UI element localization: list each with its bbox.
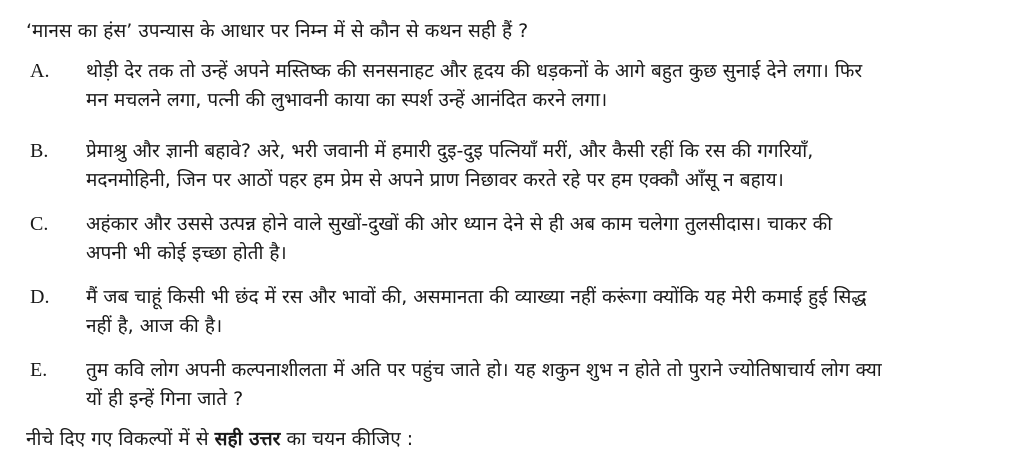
option-line: तुम कवि लोग अपनी कल्पनाशीलता में अति पर पहुंच जाते हो। यह शकुन शुभ न होते तो पुराने ज्योतिषाचार्य लोग क्या [86, 359, 882, 381]
instruction-bold: सही उत्तर [214, 428, 281, 450]
option-text [86, 356, 1016, 414]
option-text [86, 137, 1016, 195]
instruction-prefix: नीचे दिए गए विकल्पों में से [26, 428, 215, 450]
option-letter: A. [30, 60, 50, 82]
instruction-text [26, 426, 1006, 452]
question-text: ‘मानस का हंस’ उपन्यास के आधार पर निम्न में से कौन से कथन सही हैं ? [26, 20, 529, 42]
option-text [86, 57, 1016, 115]
option-line: प्रेमाश्रु और ज्ञानी बहावे? अरे, भरी जवानी में हमारी दुइ-दुइ पत्नियाँ मरीं, और कैसी रहीं कि रस की गगरियाँ, [86, 140, 814, 162]
option-line: अहंकार और उससे उत्पन्न होने वाले सुखों-दुखों की ओर ध्यान देने से ही अब काम चलेगा तुलसीदास। चाकर की [86, 213, 833, 235]
option-line: नहीं है, आज की है। [86, 315, 223, 337]
option-line: अपनी भी कोई इच्छा होती है। [86, 242, 287, 264]
option-line: मन मचलने लगा, पत्नी की लुभावनी काया का स्पर्श उन्हें आनंदित करने लगा। [86, 89, 608, 111]
option-line: मदनमोहिनी, जिन पर आठों पहर हम प्रेम से अपने प्राण निछावर करते रहे पर हम एक्कौ आँसू न बहाय। [86, 169, 784, 191]
option-text [86, 210, 1016, 268]
option-line: थोड़ी देर तक तो उन्हें अपने मस्तिष्क की सनसनाहट और हृदय की धड़कनों के आगे बहुत कुछ सुनाई देने लगा। फिर [86, 60, 863, 82]
option-letter: E. [30, 359, 48, 381]
option-line: यों ही इन्हें गिना जाते ? [86, 388, 244, 410]
option-line: मैं जब चाहूं किसी भी छंद में रस और भावों की, असमानता की व्याख्या नहीं करूंगा क्योंकि यह मेरी कमाई हुई सिद्ध [86, 286, 867, 308]
option-letter: C. [30, 213, 49, 235]
option-letter: B. [30, 140, 49, 162]
option-text [86, 283, 1016, 341]
instruction-suffix: का चयन कीजिए : [280, 428, 414, 450]
option-letter: D. [30, 286, 50, 308]
